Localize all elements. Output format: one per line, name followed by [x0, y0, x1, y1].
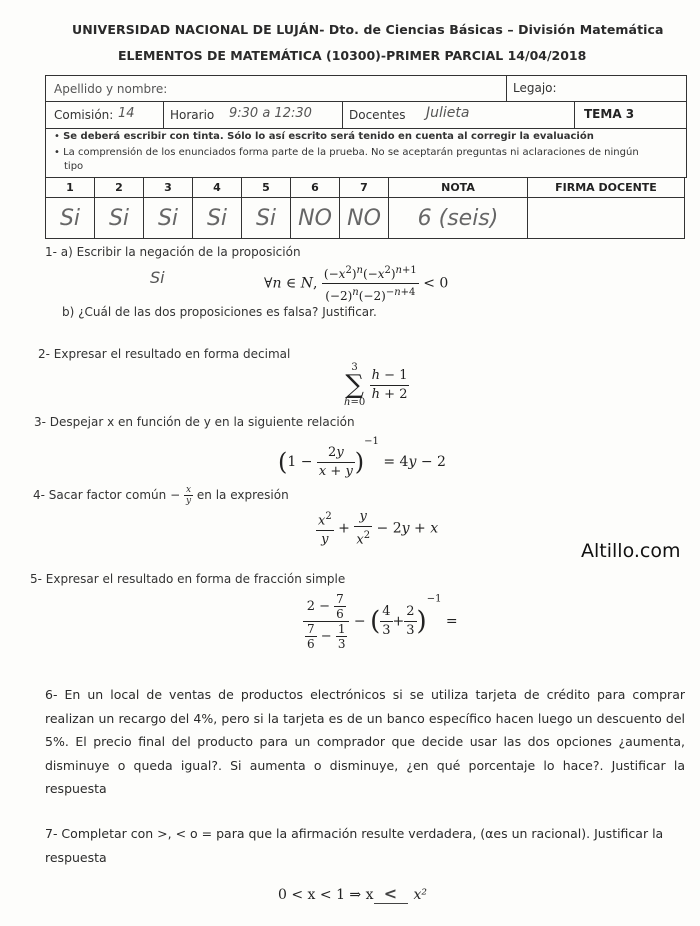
legajo-label: Legajo:	[513, 81, 557, 95]
formula-1: ∀n ∈ N, $\frac{(-x^2)^n(-x^2)^{n+1}}{(-2)^n(-2)^{-n+4}}$ < 0	[264, 262, 448, 305]
grade-answer-5: Si	[242, 198, 291, 239]
grade-header-7: 7	[340, 178, 389, 198]
note-comprehension-cont: tipo	[64, 161, 84, 172]
question-7-handwritten: <	[383, 884, 398, 903]
note-ink: • Se deberá escribir con tinta. Sólo lo así escrito será tenido en cuenta al corregir la evaluación	[54, 131, 594, 142]
comision-value: 14	[118, 106, 135, 121]
formula-2: 3 ∑ h=0 $\frac{h - 1}{h + 2}$	[344, 362, 408, 408]
docentes-value: Julieta	[426, 105, 470, 121]
grade-answer-2: Si	[95, 198, 144, 239]
grade-answer-6: NO	[291, 198, 340, 239]
student-info-table	[45, 75, 687, 129]
watermark: Altillo.com	[581, 540, 681, 562]
exam-title: ELEMENTOS DE MATEMÁTICA (10300)-PRIMER PARCIAL 14/04/2018	[118, 48, 587, 63]
grade-answer-firma	[528, 198, 685, 239]
question-1b: b) ¿Cuál de las dos proposiciones es falsa? Justificar.	[62, 305, 377, 319]
question-4: 4- Sacar factor común − $\frac{x}{y}$ en la expresión	[33, 485, 289, 506]
horario-value: 9:30 a 12:30	[229, 106, 312, 121]
grade-header-firma: FIRMA DOCENTE	[528, 178, 685, 198]
tema-label: TEMA 3	[584, 107, 635, 121]
comision-label: Comisión:	[54, 108, 114, 122]
grades-table	[45, 177, 685, 241]
question-2: 2- Expresar el resultado en forma decimal	[38, 347, 291, 361]
instructions-box	[45, 127, 687, 178]
formula-7: 0 < x < 1 ⇒ x < x²	[278, 884, 428, 903]
grade-header-4: 4	[193, 178, 242, 198]
grade-header-2: 2	[95, 178, 144, 198]
grade-header-1: 1	[46, 178, 95, 198]
grade-header-nota: NOTA	[389, 178, 528, 198]
formula-4: $\frac{x^2}{y}$ + $\frac{y}{x^2}$ − 2y + x	[318, 509, 439, 548]
docentes-label: Docentes	[349, 108, 406, 122]
grade-header-3: 3	[144, 178, 193, 198]
formula-3: (1 − $\frac{2y}{x + y}$ )$^{-1}$ = 4y − 2	[278, 436, 446, 479]
university-header: UNIVERSIDAD NACIONAL DE LUJÁN- Dto. de Ciencias Básicas – División Matemática	[72, 22, 664, 37]
grade-answer-7: NO	[340, 198, 389, 239]
question-6: 6- En un local de ventas de productos electrónicos si se utiliza tarjeta de crédito para comprar realizan un recargo del 4%, pero si la tarjeta es de un banco específico hacen luego un descuento del 5%. El precio final del producto para un comprador que decide usar las dos opciones ¿aumenta, disminuye o queda igual?. Si aumenta o disminuye, ¿en qué porcentaje lo hace?. Justificar la respuesta	[45, 687, 685, 796]
question-1a: 1- a) Escribir la negación de la proposición	[45, 245, 301, 259]
grade-answer-4: Si	[193, 198, 242, 239]
horario-label: Horario	[170, 108, 215, 122]
question-1-handwritten: Si	[150, 268, 165, 287]
grade-answer-nota: 6 (seis)	[389, 198, 528, 239]
question-3: 3- Despejar x en función de y en la siguiente relación	[34, 415, 355, 429]
grade-header-6: 6	[291, 178, 340, 198]
apellido-label: Apellido y nombre:	[54, 82, 168, 96]
formula-5: 2 − $\frac{7}{6}$ $\frac{7}{6}$ − $\frac{1}{3}$ − ( $\frac{4}{3}$ + $\frac{2}{3}$ )$^{-1}$ =	[303, 592, 458, 651]
question-5: 5- Expresar el resultado en forma de fracción simple	[30, 572, 346, 586]
grade-header-5: 5	[242, 178, 291, 198]
note-comprehension: • La comprensión de los enunciados forma parte de la prueba. No se aceptarán preguntas ni aclaraciones de ningún	[54, 147, 639, 158]
grade-answer-1: Si	[46, 198, 95, 239]
question-7: 7- Completar con >, < o = para que la afirmación resulte verdadera, (αes un racional). Justificar la respuesta	[45, 826, 664, 865]
grade-answer-3: Si	[144, 198, 193, 239]
